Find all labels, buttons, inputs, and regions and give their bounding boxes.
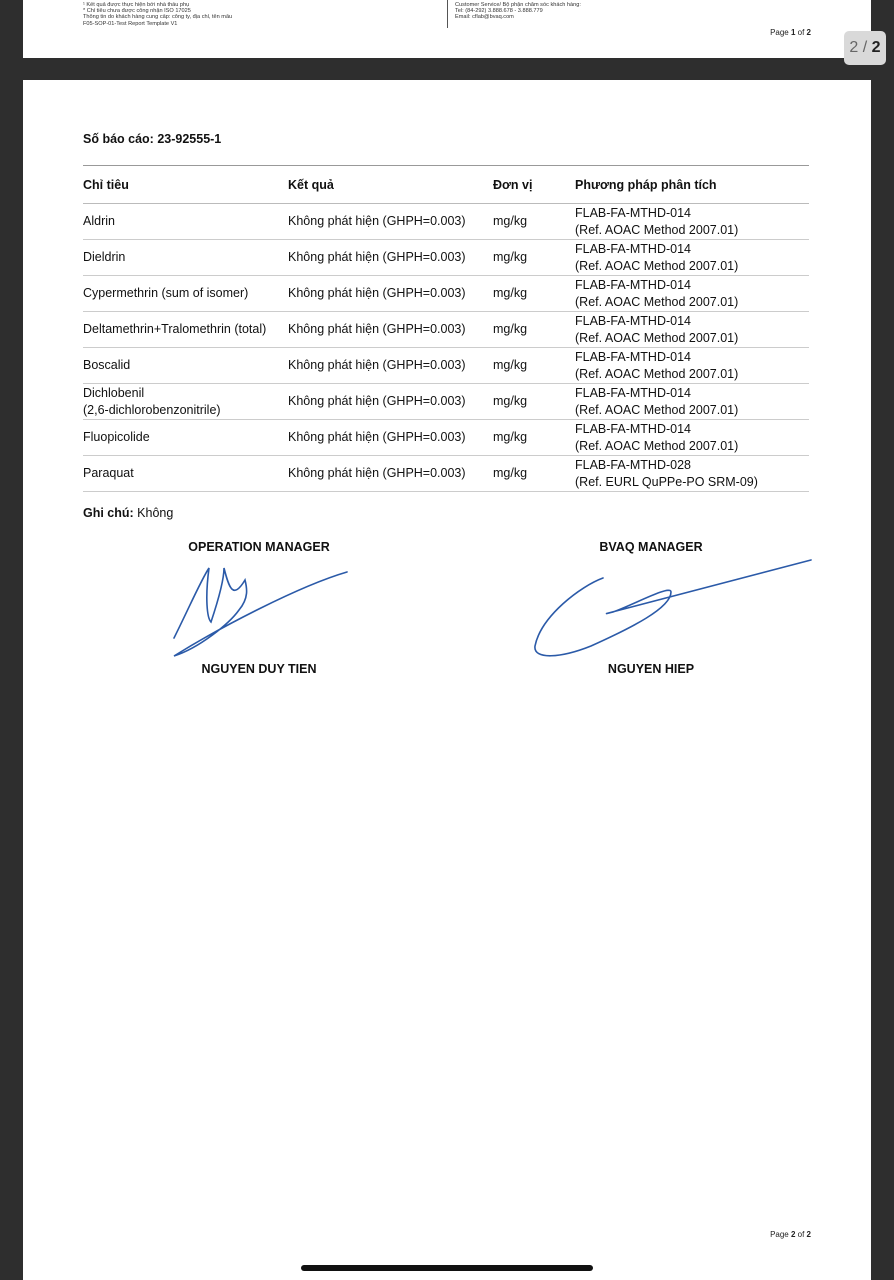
cell-parameter: Boscalid xyxy=(83,348,288,384)
page-label-mid: of xyxy=(795,1230,807,1239)
method-line: FLAB-FA-MTHD-014 xyxy=(575,277,691,292)
parameter-line: (2,6-dichlorobenzonitrile) xyxy=(83,402,221,417)
page-current: 1 xyxy=(790,28,796,37)
cell-method xyxy=(575,240,809,276)
cell-unit: mg/kg xyxy=(493,204,575,240)
page-indicator-separator: / xyxy=(858,39,872,56)
cell-parameter: Aldrin xyxy=(83,204,288,240)
footer-line: Tel: (84-292) 3.888.678 - 3.888.779 xyxy=(455,8,543,15)
page-label: Page xyxy=(770,1230,791,1239)
method-line: (Ref. AOAC Method 2007.01) xyxy=(575,438,739,453)
document-page xyxy=(23,80,871,1280)
signatory-name: NGUYEN DUY TIEN xyxy=(201,662,317,676)
cell-parameter: Dieldrin xyxy=(83,240,288,276)
method-line: (Ref. EURL QuPPe-PO SRM-09) xyxy=(575,474,758,489)
footer-line: Customer Service/ Bộ phận chăm sóc khách hàng: xyxy=(455,2,581,8)
table-row xyxy=(83,240,809,276)
method-line: (Ref. AOAC Method 2007.01) xyxy=(575,366,739,381)
home-indicator[interactable] xyxy=(301,1265,593,1271)
page-indicator[interactable] xyxy=(844,31,886,65)
note-value: Không xyxy=(133,506,174,520)
note-label: Ghi chú: xyxy=(83,506,134,520)
signature-title: OPERATION MANAGER xyxy=(188,540,330,554)
header-method: Phương pháp phân tích xyxy=(575,166,809,204)
cell-result: Không phát hiện (GHPH=0.003) xyxy=(288,456,493,492)
table-header-row xyxy=(83,166,809,204)
signature-block-operation-manager xyxy=(129,540,389,680)
table-row xyxy=(83,420,809,456)
footer-divider xyxy=(447,0,448,28)
method-line: FLAB-FA-MTHD-014 xyxy=(575,313,691,328)
report-number: Số báo cáo: 23-92555-1 xyxy=(83,132,222,146)
cell-result: Không phát hiện (GHPH=0.003) xyxy=(288,240,493,276)
cell-unit: mg/kg xyxy=(493,240,575,276)
method-line: (Ref. AOAC Method 2007.01) xyxy=(575,258,739,273)
method-line: (Ref. AOAC Method 2007.01) xyxy=(575,222,739,237)
results-table xyxy=(83,165,809,492)
page-number xyxy=(770,1230,811,1239)
cell-unit: mg/kg xyxy=(493,420,575,456)
header-parameter: Chỉ tiêu xyxy=(83,166,288,204)
table-row xyxy=(83,312,809,348)
method-line: FLAB-FA-MTHD-014 xyxy=(575,205,691,220)
footer-line: * Chỉ tiêu chưa được công nhận ISO 17025 xyxy=(83,8,191,15)
footer-notes-left xyxy=(83,0,383,27)
method-line: (Ref. AOAC Method 2007.01) xyxy=(575,330,739,345)
header-result: Kết quả xyxy=(288,166,493,204)
cell-result: Không phát hiện (GHPH=0.003) xyxy=(288,348,493,384)
table-row xyxy=(83,456,809,492)
cell-parameter: Deltamethrin+Tralomethrin (total) xyxy=(83,312,288,348)
page-label-mid: of xyxy=(795,28,807,37)
cell-parameter xyxy=(83,384,288,420)
cell-unit: mg/kg xyxy=(493,312,575,348)
footer-line: Email: cflab@bvaq.com xyxy=(455,14,514,21)
cell-unit: mg/kg xyxy=(493,348,575,384)
cell-method xyxy=(575,420,809,456)
signature-block-bvaq-manager xyxy=(521,540,781,680)
cell-method xyxy=(575,384,809,420)
method-line: FLAB-FA-MTHD-014 xyxy=(575,349,691,364)
method-line: FLAB-FA-MTHD-014 xyxy=(575,241,691,256)
cell-result: Không phát hiện (GHPH=0.003) xyxy=(288,276,493,312)
signatory-name: NGUYEN HIEP xyxy=(607,662,695,676)
signature-title: BVAQ MANAGER xyxy=(599,540,703,554)
cell-parameter: Cypermethrin (sum of isomer) xyxy=(83,276,288,312)
method-line: (Ref. AOAC Method 2007.01) xyxy=(575,402,739,417)
footer-line: Thông tin do khách hàng cung cấp: công ty, địa chỉ, tên mẫu xyxy=(83,14,233,21)
page-total: 2 xyxy=(806,1230,811,1239)
cell-result: Không phát hiện (GHPH=0.003) xyxy=(288,312,493,348)
table-row xyxy=(83,384,809,420)
table-row xyxy=(83,276,809,312)
cell-result: Không phát hiện (GHPH=0.003) xyxy=(288,420,493,456)
header-unit: Đơn vị xyxy=(493,166,575,204)
note xyxy=(83,506,173,520)
cell-method xyxy=(575,312,809,348)
page-number-previous xyxy=(770,28,811,37)
cell-unit: mg/kg xyxy=(493,276,575,312)
method-line: FLAB-FA-MTHD-028 xyxy=(575,457,691,472)
page-current: 2 xyxy=(790,1230,796,1239)
page-total: 2 xyxy=(806,28,811,37)
footer-line: ¹ Kết quả được thực hiện bởi nhà thầu phụ xyxy=(83,2,190,8)
cell-result: Không phát hiện (GHPH=0.003) xyxy=(288,204,493,240)
table-row xyxy=(83,204,809,240)
cell-unit: mg/kg xyxy=(493,384,575,420)
handwritten-signature xyxy=(521,556,821,666)
method-line: (Ref. AOAC Method 2007.01) xyxy=(575,294,739,309)
page-label: Page xyxy=(770,28,791,37)
table-row xyxy=(83,348,809,384)
method-line: FLAB-FA-MTHD-014 xyxy=(575,385,691,400)
cell-method xyxy=(575,276,809,312)
previous-page-fragment xyxy=(23,0,871,58)
cell-parameter: Fluopicolide xyxy=(83,420,288,456)
page-indicator-total: 2 xyxy=(871,39,881,56)
page-indicator-current: 2 xyxy=(849,39,859,56)
cell-unit: mg/kg xyxy=(493,456,575,492)
cell-method xyxy=(575,348,809,384)
cell-parameter: Paraquat xyxy=(83,456,288,492)
footer-line: F05-SOP-01-Test Report Template V1 xyxy=(83,20,178,27)
cell-method xyxy=(575,204,809,240)
method-line: FLAB-FA-MTHD-014 xyxy=(575,421,691,436)
handwritten-signature xyxy=(129,558,389,658)
footer-notes-right xyxy=(455,0,755,21)
parameter-line: Dichlobenil xyxy=(83,385,145,400)
cell-result: Không phát hiện (GHPH=0.003) xyxy=(288,384,493,420)
cell-method xyxy=(575,456,809,492)
